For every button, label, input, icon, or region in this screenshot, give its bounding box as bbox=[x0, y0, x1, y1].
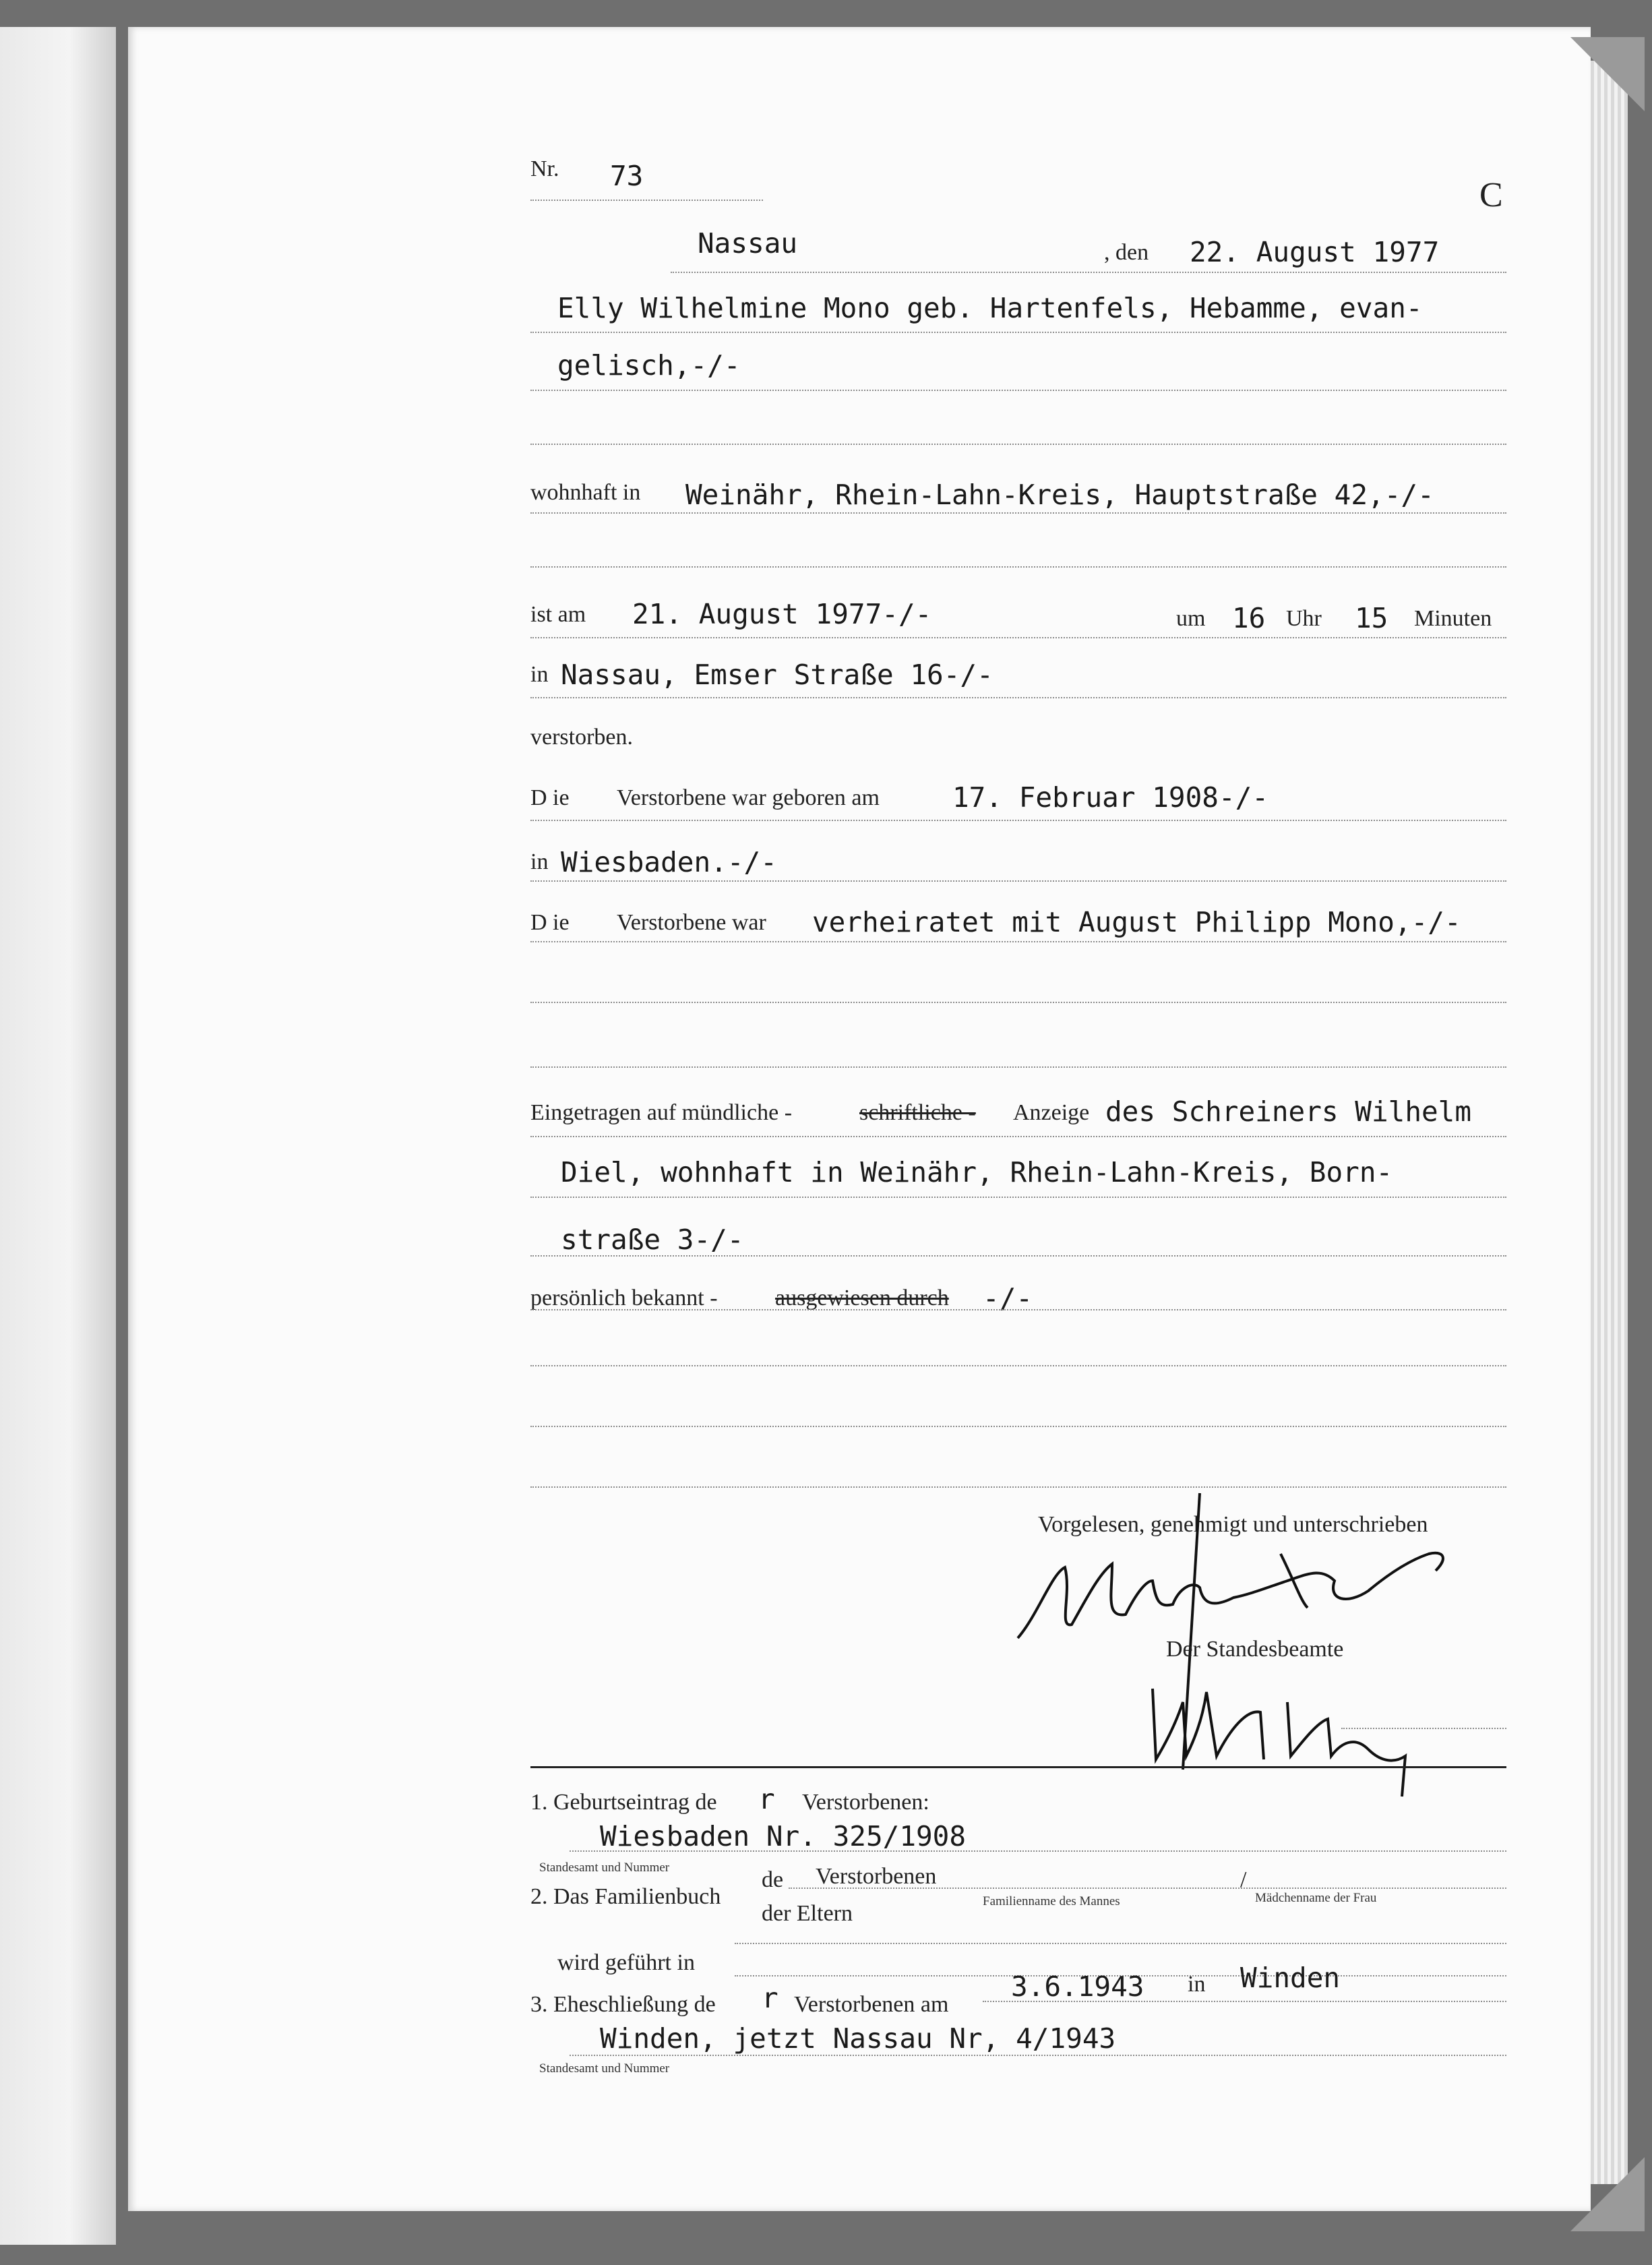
death-minute: 15 bbox=[1355, 602, 1388, 634]
record-number: 73 bbox=[610, 160, 644, 192]
den-label: , den bbox=[1104, 240, 1149, 265]
standesbeamte-label: Der Standesbeamte bbox=[1166, 1637, 1344, 1662]
known-value: -/- bbox=[983, 1282, 1033, 1315]
register-letter: C bbox=[1479, 176, 1503, 214]
item2-label: 2. Das Familienbuch bbox=[530, 1884, 721, 1909]
item1-label: 1. Geburtseintrag de bbox=[530, 1790, 717, 1815]
marriage-label: Verstorbene war bbox=[617, 910, 766, 935]
marriage-register-entry: Winden, jetzt Nassau Nr, 4/1943 bbox=[600, 2022, 1116, 2055]
birth-date-line bbox=[530, 820, 1506, 821]
name-line-2 bbox=[530, 390, 1506, 391]
item3-in: in bbox=[1188, 1972, 1206, 1997]
um-label: um bbox=[1176, 606, 1206, 631]
marriage-place: Winden bbox=[1240, 1962, 1341, 1994]
item3-line bbox=[983, 2001, 1506, 2002]
birth-label: Verstorbene war geboren am bbox=[617, 785, 880, 810]
residence-line bbox=[530, 512, 1506, 514]
marriage-date: 3.6.1943 bbox=[1011, 1970, 1144, 2003]
record-date: 22. August 1977 bbox=[1190, 236, 1440, 268]
item3-caption: Standesamt und Nummer bbox=[539, 2061, 670, 2076]
item2-caption-mann: Familienname des Mannes bbox=[983, 1894, 1120, 1908]
report-line-2 bbox=[530, 1197, 1506, 1198]
known-struck: ausgewiesen durch bbox=[775, 1286, 949, 1310]
verstorben-text: verstorben. bbox=[530, 725, 634, 750]
birth-place-line bbox=[530, 880, 1506, 882]
known-line bbox=[530, 1309, 1506, 1310]
signature-line bbox=[1341, 1728, 1506, 1729]
birth-register-entry: Wiesbaden Nr. 325/1908 bbox=[600, 1820, 967, 1852]
footer-rule bbox=[530, 1766, 1506, 1768]
death-place-line bbox=[530, 697, 1506, 698]
left-page bbox=[0, 27, 116, 2245]
death-place: Nassau, Emser Straße 16-/- bbox=[561, 659, 993, 691]
birth-date: 17. Februar 1908-/- bbox=[952, 781, 1268, 814]
item2-de: de bbox=[762, 1867, 784, 1892]
birth-place: Wiesbaden.-/- bbox=[561, 846, 777, 878]
nr-line bbox=[530, 200, 763, 201]
blank-line-2 bbox=[530, 1426, 1506, 1427]
item2-line bbox=[789, 1888, 1506, 1889]
nr-label: Nr. bbox=[530, 156, 559, 181]
name-line-1 bbox=[530, 332, 1506, 333]
item2-gefuehrt: wird geführt in bbox=[557, 1950, 695, 1975]
item1-line bbox=[570, 1850, 1506, 1852]
report-line-3 bbox=[530, 1255, 1506, 1257]
report-label-2: Anzeige bbox=[1013, 1100, 1090, 1125]
item2-slash: / bbox=[1240, 1867, 1247, 1892]
informant-cont: Diel, wohnhaft in Weinähr, Rhein-Lahn-Kreis, Born- bbox=[561, 1156, 1393, 1188]
page-edges bbox=[1591, 61, 1628, 2184]
death-date-line bbox=[530, 637, 1506, 638]
marriage-status: verheiratet mit August Philipp Mono,-/- bbox=[812, 906, 1461, 938]
deceased-name-cont: gelisch,-/- bbox=[557, 349, 741, 382]
residence-line-2 bbox=[530, 566, 1506, 568]
item3-line-2 bbox=[570, 2055, 1506, 2056]
deceased-name: Elly Wilhelmine Mono geb. Hartenfels, Hebamme, evan- bbox=[557, 292, 1423, 324]
book-corner-bottom bbox=[1570, 2157, 1645, 2231]
place: Nassau bbox=[698, 227, 798, 260]
marriage-line-3 bbox=[530, 1066, 1506, 1068]
registrar-signature bbox=[1139, 1662, 1409, 1803]
report-line bbox=[530, 1136, 1506, 1137]
item1-caption: Standesamt und Nummer bbox=[539, 1861, 670, 1875]
death-date: 21. August 1977-/- bbox=[632, 598, 932, 630]
birth-prefix: D ie bbox=[530, 785, 570, 810]
birth-place-label: in bbox=[530, 849, 549, 874]
informant: des Schreiners Wilhelm bbox=[1105, 1095, 1472, 1128]
item2-caption-frau: Mädchenname der Frau bbox=[1255, 1891, 1377, 1905]
blank-line-1 bbox=[530, 1365, 1506, 1366]
uhr-label: Uhr bbox=[1286, 606, 1322, 631]
name-line-3 bbox=[530, 444, 1506, 445]
death-hour: 16 bbox=[1232, 602, 1266, 634]
marriage-prefix: D ie bbox=[530, 910, 570, 935]
marriage-line bbox=[530, 941, 1506, 942]
item2-eltern: der Eltern bbox=[762, 1901, 853, 1926]
item3-label: 3. Eheschließung de bbox=[530, 1992, 716, 2017]
vorgelesen-text: Vorgelesen, genehmigt und unterschrieben bbox=[1038, 1512, 1428, 1537]
report-struck: schriftliche - bbox=[859, 1100, 976, 1125]
item3-label-2: Verstorbenen am bbox=[794, 1992, 949, 2017]
item2-verstorbenen: Verstorbenen bbox=[816, 1864, 937, 1889]
minuten-label: Minuten bbox=[1414, 606, 1492, 631]
item1-insert: r bbox=[758, 1783, 775, 1815]
residence-label: wohnhaft in bbox=[530, 480, 641, 505]
item2-line-2 bbox=[735, 1943, 1506, 1944]
informant-cont-2: straße 3-/- bbox=[561, 1224, 744, 1256]
item3-insert: r bbox=[762, 1982, 778, 2014]
date-line bbox=[671, 272, 1506, 273]
report-label: Eingetragen auf mündliche - bbox=[530, 1100, 793, 1125]
book-corner-top bbox=[1570, 37, 1645, 111]
marriage-line-2 bbox=[530, 1002, 1506, 1003]
known-label: persönlich bekannt - bbox=[530, 1286, 718, 1310]
death-place-label: in bbox=[530, 662, 549, 687]
item1-label-2: Verstorbenen: bbox=[802, 1790, 929, 1815]
residence-value: Weinähr, Rhein-Lahn-Kreis, Hauptstraße 42,-/- bbox=[685, 479, 1434, 511]
death-date-label: ist am bbox=[530, 602, 586, 627]
